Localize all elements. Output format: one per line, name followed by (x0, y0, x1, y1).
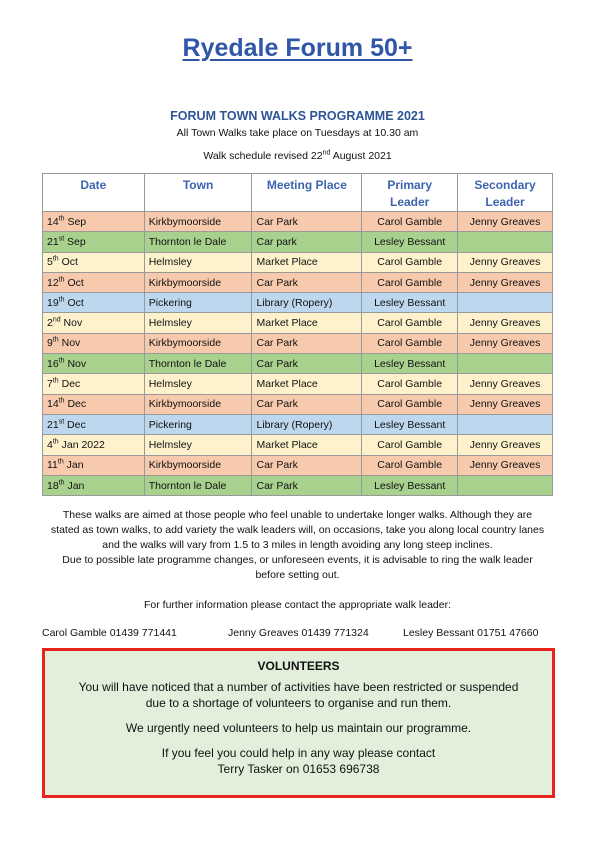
date-month: Dec (64, 398, 87, 411)
cell-primary-leader: Lesley Bessant (362, 354, 458, 374)
date-month: Jan (63, 459, 84, 472)
cell-town: Helmsley (144, 435, 252, 455)
cell-date (43, 293, 145, 313)
date-month: Sep (64, 215, 87, 228)
table-row (43, 212, 553, 232)
date-day: 21 (47, 235, 59, 248)
table-row (43, 333, 553, 353)
cell-town: Thornton le Dale (144, 232, 252, 252)
contact-jenny-greaves: Jenny Greaves 01439 771324 (228, 627, 369, 639)
cell-town: Helmsley (144, 313, 252, 333)
date-day: 2 (47, 317, 53, 330)
date-day: 9 (47, 337, 53, 350)
date-suffix: th (52, 336, 59, 344)
cell-town: Kirkbymoorside (144, 333, 252, 353)
cell-town: Kirkbymoorside (144, 394, 252, 414)
cell-meeting-place: Car Park (252, 212, 362, 232)
cell-meeting-place: Car Park (252, 394, 362, 414)
date-month: Jan (64, 479, 85, 492)
page-title: Ryedale Forum 50+ (182, 34, 413, 62)
cell-meeting-place: Market Place (252, 374, 362, 394)
date-month: Oct (58, 256, 78, 269)
table-body (43, 212, 553, 496)
cell-date (43, 212, 145, 232)
cell-secondary-leader (458, 414, 553, 434)
table-row (43, 232, 553, 252)
date-month: Dec (58, 378, 81, 391)
cell-date (43, 374, 145, 394)
cell-secondary-leader: Jenny Greaves (458, 333, 553, 353)
date-suffix: th (52, 255, 59, 263)
cell-date (43, 232, 145, 252)
date-month: Nov (58, 337, 81, 350)
cell-meeting-place: Market Place (252, 435, 362, 455)
header-secondary-line1: Secondary (474, 178, 536, 192)
cell-town: Helmsley (144, 374, 252, 394)
date-suffix: th (57, 458, 64, 466)
header-primary-line1: Primary (387, 178, 433, 192)
cell-secondary-leader: Jenny Greaves (458, 394, 553, 414)
table-row (43, 293, 553, 313)
date-day: 11 (47, 459, 58, 472)
cell-primary-leader: Lesley Bessant (362, 414, 458, 434)
cell-secondary-leader: Jenny Greaves (458, 212, 553, 232)
cell-meeting-place: Car Park (252, 354, 362, 374)
cell-date (43, 475, 145, 495)
cell-primary-leader: Carol Gamble (362, 435, 458, 455)
cell-meeting-place: Car Park (252, 475, 362, 495)
table-row (43, 394, 553, 414)
header-primary-line2: Leader (390, 195, 430, 209)
contact-lesley-bessant: Lesley Bessant 01751 47660 (403, 627, 539, 639)
date-day: 7 (47, 378, 53, 391)
revision-sup: nd (322, 149, 331, 157)
cell-date (43, 272, 145, 292)
cell-primary-leader: Carol Gamble (362, 212, 458, 232)
cell-secondary-leader: Jenny Greaves (458, 455, 553, 475)
date-suffix: th (58, 215, 65, 223)
date-suffix: th (58, 276, 65, 284)
volunteers-para-3-line-1: If you feel you could help in any way please contact (161, 746, 436, 760)
table-row (43, 435, 553, 455)
programme-title: FORUM TOWN WALKS PROGRAMME 2021 (170, 109, 425, 123)
volunteers-para-1 (45, 679, 552, 711)
cell-primary-leader: Carol Gamble (362, 313, 458, 333)
header-date: Date (43, 174, 145, 212)
table-row (43, 475, 553, 495)
info-line: Due to possible late programme changes, or unforeseen events, it is advisable to ring the walk leader (62, 554, 533, 566)
info-line: before setting out. (255, 569, 340, 581)
date-suffix: th (58, 397, 65, 405)
date-suffix: th (52, 438, 59, 446)
cell-primary-leader: Carol Gamble (362, 272, 458, 292)
date-suffix: st (58, 235, 65, 243)
header-primary-leader (362, 174, 458, 212)
table-row (43, 374, 553, 394)
volunteers-para-2: We urgently need volunteers to help us maintain our programme. (125, 721, 472, 735)
cell-town: Kirkbymoorside (144, 212, 252, 232)
info-line: stated as town walks, to add variety the walk leaders will, on occasions, take you along local country lanes (50, 524, 545, 536)
cell-primary-leader: Lesley Bessant (362, 232, 458, 252)
revision-suffix: August 2021 (330, 150, 392, 162)
date-month: Nov (60, 317, 83, 330)
cell-town: Pickering (144, 293, 252, 313)
date-day: 14 (47, 398, 59, 411)
cell-secondary-leader (458, 354, 553, 374)
date-month: Sep (64, 235, 86, 248)
date-month: Oct (64, 276, 84, 289)
volunteers-para-3-line-2: Terry Tasker on 01653 696738 (217, 762, 380, 776)
cell-date (43, 455, 145, 475)
cell-town: Thornton le Dale (144, 354, 252, 374)
schedule-time-note: All Town Walks take place on Tuesdays at 10.30 am (176, 127, 419, 139)
cell-town: Helmsley (144, 252, 252, 272)
cell-meeting-place: Market Place (252, 313, 362, 333)
date-day: 4 (47, 438, 53, 451)
date-suffix: th (58, 296, 65, 304)
date-month: Jan 2022 (58, 438, 105, 451)
walks-table (42, 173, 553, 496)
table-row (43, 354, 553, 374)
cell-date (43, 414, 145, 434)
cell-town: Kirkbymoorside (144, 455, 252, 475)
table-row (43, 272, 553, 292)
table-row (43, 313, 553, 333)
cell-date (43, 354, 145, 374)
cell-primary-leader: Carol Gamble (362, 374, 458, 394)
volunteers-title: VOLUNTEERS (257, 659, 340, 673)
cell-secondary-leader: Jenny Greaves (458, 252, 553, 272)
date-day: 19 (47, 296, 59, 309)
cell-meeting-place: Market Place (252, 252, 362, 272)
date-day: 12 (47, 276, 59, 289)
cell-meeting-place: Car park (252, 232, 362, 252)
header-secondary-line2: Leader (485, 195, 525, 209)
cell-town: Thornton le Dale (144, 475, 252, 495)
date-suffix: st (58, 418, 65, 426)
cell-secondary-leader (458, 475, 553, 495)
cell-town: Kirkbymoorside (144, 272, 252, 292)
info-paragraph (20, 508, 575, 583)
cell-secondary-leader: Jenny Greaves (458, 313, 553, 333)
date-suffix: th (52, 377, 59, 385)
contact-carol-gamble: Carol Gamble 01439 771441 (42, 627, 177, 639)
contact-intro: For further information please contact the appropriate walk leader: (144, 599, 451, 611)
cell-town: Pickering (144, 414, 252, 434)
table-row (43, 252, 553, 272)
cell-primary-leader: Carol Gamble (362, 394, 458, 414)
date-month: Dec (64, 418, 86, 431)
date-suffix: th (58, 357, 65, 365)
date-month: Oct (64, 296, 84, 309)
cell-primary-leader: Lesley Bessant (362, 475, 458, 495)
date-day: 16 (47, 357, 59, 370)
date-day: 14 (47, 215, 59, 228)
volunteers-para-1-line-2: due to a shortage of volunteers to organise and run them. (145, 696, 452, 710)
cell-secondary-leader (458, 232, 553, 252)
cell-date (43, 313, 145, 333)
header-meeting-place: Meeting Place (252, 174, 362, 212)
cell-meeting-place: Library (Ropery) (252, 293, 362, 313)
header-secondary-leader (458, 174, 553, 212)
cell-date (43, 252, 145, 272)
cell-secondary-leader: Jenny Greaves (458, 374, 553, 394)
date-day: 5 (47, 256, 53, 269)
cell-meeting-place: Car Park (252, 272, 362, 292)
cell-date (43, 435, 145, 455)
cell-primary-leader: Carol Gamble (362, 333, 458, 353)
cell-meeting-place: Car Park (252, 455, 362, 475)
cell-secondary-leader (458, 293, 553, 313)
volunteers-box (42, 648, 555, 798)
info-line: and the walks will vary from 1.5 to 3 miles in length avoiding any long steep inclines. (102, 539, 493, 551)
table-row (43, 414, 553, 434)
cell-date (43, 394, 145, 414)
volunteers-para-1-line-1: You will have noticed that a number of activities have been restricted or suspended (78, 680, 519, 694)
cell-secondary-leader: Jenny Greaves (458, 272, 553, 292)
revision-note (0, 150, 595, 162)
volunteers-para-3 (45, 745, 552, 777)
date-day: 18 (47, 479, 59, 492)
table-row (43, 455, 553, 475)
date-day: 21 (47, 418, 59, 431)
info-line: These walks are aimed at those people who feel unable to undertake longer walks. Although they are (62, 509, 533, 521)
cell-primary-leader: Lesley Bessant (362, 293, 458, 313)
date-suffix: th (58, 479, 65, 486)
date-suffix: nd (52, 316, 61, 324)
table-header-row (43, 174, 553, 212)
cell-meeting-place: Car Park (252, 333, 362, 353)
cell-primary-leader: Carol Gamble (362, 252, 458, 272)
header-town: Town (144, 174, 252, 212)
cell-secondary-leader: Jenny Greaves (458, 435, 553, 455)
revision-prefix: Walk schedule revised 22 (203, 150, 323, 162)
cell-date (43, 333, 145, 353)
cell-primary-leader: Carol Gamble (362, 455, 458, 475)
cell-meeting-place: Library (Ropery) (252, 414, 362, 434)
date-month: Nov (64, 357, 87, 370)
